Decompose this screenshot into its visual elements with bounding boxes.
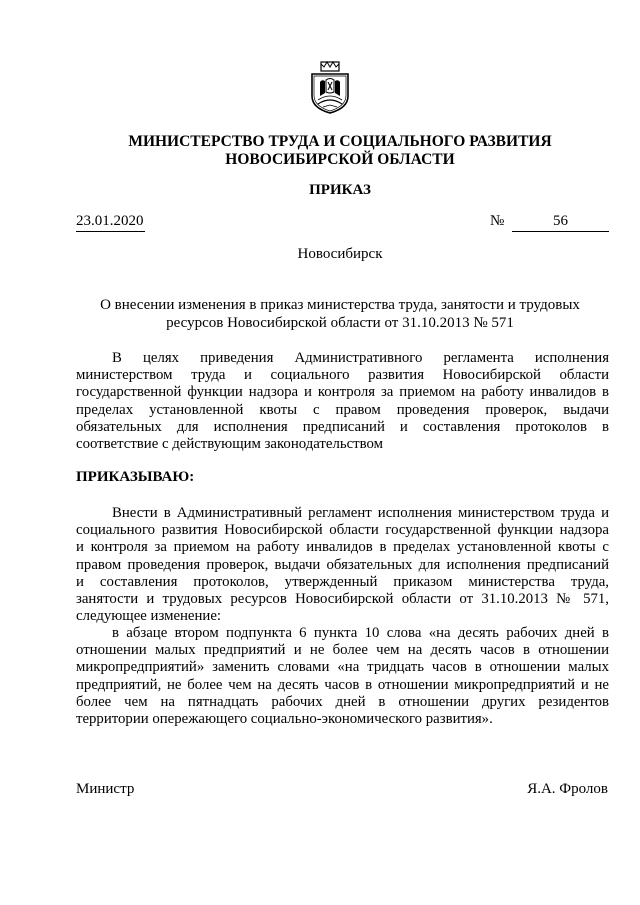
body-line: в абзаце втором подпункта 6 пункта 10 слова «на десять рабочих дней в (112, 625, 609, 641)
body-line: и составления протоколов, утвержденный приказом министерства труда, (76, 573, 609, 590)
coat-of-arms-icon (309, 60, 351, 114)
document-subject (60, 296, 620, 332)
body-line: и контроля за приемом на работу инвалидов в пределах установленной квоты с (76, 539, 609, 556)
ministry-name-line1: МИНИСТЕРСТВО ТРУДА И СОЦИАЛЬНОГО РАЗВИТИЯ (128, 133, 552, 150)
body-paragraph-1 (76, 505, 609, 625)
body-line: правом проведения проверок, выдачи обязательных для исполнения предписаний (76, 556, 609, 573)
preamble-line: министерством труда и социального развития Новосибирской области (76, 367, 609, 384)
body-line: следующее изменение: (76, 608, 222, 625)
body-line: предприятий, не более чем на десять часов в отношении микропредприятий и не (76, 676, 609, 693)
preamble-line: пределах установленной квоты с правом проведения проверок, выдачи (76, 401, 609, 418)
signatory-name: Я.А. Фролов (527, 781, 608, 797)
order-verb: ПРИКАЗЫВАЮ: (76, 469, 195, 485)
body-line: Внести в Административный регламент исполнения министерством труда и (112, 505, 609, 521)
body-paragraph-2 (76, 625, 609, 728)
document-number-label: № (490, 213, 505, 229)
ministry-name-line2: НОВОСИБИРСКОЙ ОБЛАСТИ (225, 151, 455, 168)
body-line: занятости и трудовых ресурсов Новосибирской области от 31.10.2013 № 571, (76, 591, 609, 608)
preamble-line: государственной функции надзора и контроля за приемом на работу инвалидов в (76, 384, 609, 401)
body-line: социального развития Новосибирской области государственной функции надзора (76, 522, 609, 539)
document-date: 23.01.2020 (76, 212, 145, 232)
body-line: отношении малых предприятий и не более чем на десять часов в отношении (76, 642, 609, 659)
subject-line: О внесении изменения в приказ министерства труда, занятости и трудовых (100, 297, 580, 313)
ministry-name (60, 133, 620, 169)
signatory-title: Министр (76, 781, 135, 797)
document-city: Новосибирск (297, 246, 383, 262)
subject-line: ресурсов Новосибирской области от 31.10.2013 № 571 (166, 315, 514, 331)
body-line: более чем на пятнадцать рабочих дней в отношении других резидентов (76, 693, 609, 710)
preamble-line: соответствие с действующим законодательством (76, 436, 383, 453)
preamble-paragraph (76, 350, 609, 453)
document-type: ПРИКАЗ (309, 182, 371, 198)
body-line: территории опережающего социально-экономического развития». (76, 711, 493, 728)
preamble-line: В целях приведения Административного регламента исполнения (112, 350, 609, 366)
preamble-line: обязательных для исполнения предписаний и составления протоколов в (76, 418, 609, 435)
body-line: микропредприятий» заменить словами «на тридцать часов в отношении малых (76, 659, 609, 676)
document-number: 56 (512, 212, 609, 232)
